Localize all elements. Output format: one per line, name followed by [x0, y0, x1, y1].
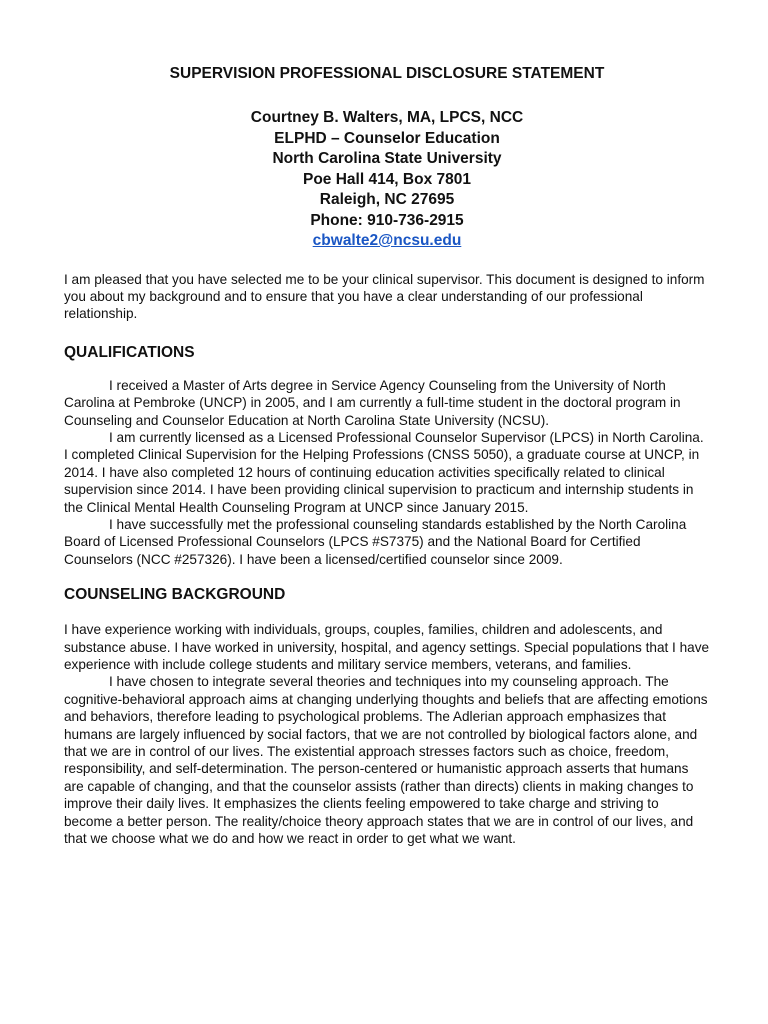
contact-header	[64, 108, 710, 252]
counseling-background-paragraph: I have chosen to integrate several theories and techniques into my counseling approach. The cognitive-behavioral approach aims at changing underlying thoughts and beliefs that are affecting emotions and behaviors, therefore leading to psychological problems. The Adlerian approach emphasizes that humans are largely influenced by social factors, that we are not controlled by biological factors alone, and that we are in control of our lives. The existential approach stresses factors such as choice, freedom, responsibility, and self-determination. The person-centered or humanistic approach asserts that humans are capable of changing, and that the counselor assists (rather than directs) clients in making changes to improve their daily lives. It emphasizes the clients feeling empowered to take charge and striving to become a better person. The reality/choice theory approach states that we are in control of our lives, and that we choose what we do and how we react in order to get what we want.	[64, 674, 708, 847]
phone-line: Phone: 910-736-2915	[310, 211, 464, 229]
department: ELPHD – Counselor Education	[274, 129, 500, 147]
author-name: Courtney B. Walters, MA, LPCS, NCC	[250, 109, 524, 126]
qualifications-paragraph: I am currently licensed as a Licensed Professional Counselor Supervisor (LPCS) in North Carolina. I completed Clinical Supervision for the Helping Professions (CNSS 5050), a graduate course at UNCP, in 2014. I have also completed 12 hours of continuing education activities specifically related to clinical supervision since 2014. I have been providing clinical supervision to practicum and internship students in the Clinical Mental Health Counseling Program at UNCP since January 2015.	[64, 429, 704, 515]
document-title: SUPERVISION PROFESSIONAL DISCLOSURE STATEMENT	[169, 65, 605, 82]
qualifications-heading: QUALIFICATIONS	[64, 343, 195, 361]
qualifications-paragraph: I received a Master of Arts degree in Service Agency Counseling from the University of North Carolina at Pembroke (UNCP) in 2005, and I am currently a full-time student in the doctoral program in Counseling and Counselor Education at North Carolina State University (NCSU).	[64, 377, 681, 428]
university: North Carolina State University	[272, 150, 502, 167]
document-page	[64, 62, 710, 847]
intro-paragraph: I am pleased that you have selected me to be your clinical supervisor. This document is designed to inform you about my background and to ensure that you have a clear understanding of our professional relationship.	[64, 271, 705, 322]
counseling-background-heading: COUNSELING BACKGROUND	[64, 586, 286, 604]
counseling-background-paragraph: I have experience working with individuals, groups, couples, families, children and adolescents, and substance abuse. I have worked in university, hospital, and agency settings. Special populations that I have experience with include college students and military service members, veterans, and families.	[64, 622, 710, 672]
address-line: Poe Hall 414, Box 7801	[302, 170, 471, 188]
email-link[interactable]: cbwalte2@ncsu.edu	[312, 232, 462, 249]
city-line: Raleigh, NC 27695	[319, 191, 455, 208]
qualifications-paragraph: I have successfully met the professional counseling standards established by the North Carolina Board of Licensed Professional Counselors (LPCS #S7375) and the National Board for Certified Counselors (NCC #257326). I have been a licensed/certified counselor since 2009.	[64, 516, 687, 567]
